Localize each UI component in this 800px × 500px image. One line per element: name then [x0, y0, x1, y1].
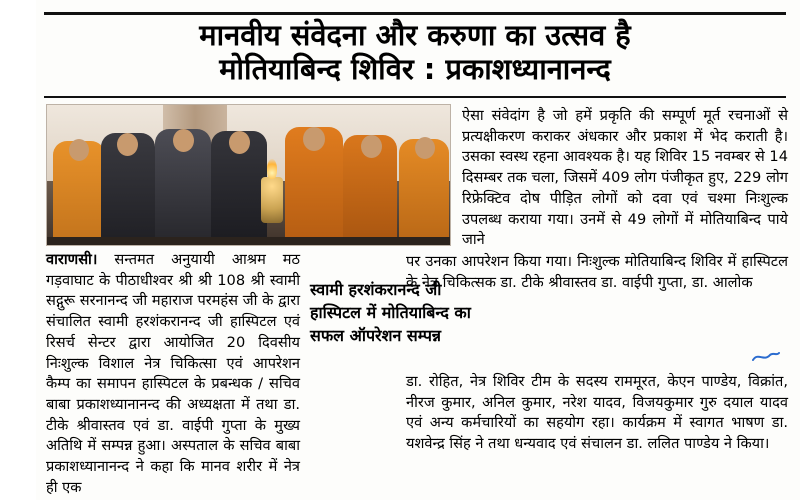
photo-ceremonial-lamp — [261, 177, 283, 223]
photo-person-head — [69, 139, 89, 161]
photo-person-head — [229, 131, 250, 154]
photo-person-head — [303, 127, 325, 151]
article-paragraph-right-top: ऐसा संवेदांग है जो हमें प्रकृति की सम्पूर्ण मूर्त रचनाओं से प्रत्यक्षीकरण कराकर अंधकार और प्रकाश में भेद कराती है। उसका स्वस्थ रहना आवश्यक है। यह शिविर 15 नवम्बर से 14 दिसम्बर तक चला, जिसमें 409 लोग पंजीकृत हुए, 229 लोग रिफ्रेक्टिव दोष पीड़ित लोगों को दवा एवं चश्मा निःशुल्क उपलब्ध कराया गया। उनमें से 49 लोगों में मोतियाबिन्द पाये जाने — [462, 107, 788, 249]
headline-line-1: मानवीय संवेदना और करुणा का उत्सव है — [199, 18, 631, 52]
article-paragraph-left — [46, 250, 300, 499]
blue-scribble-mark — [752, 350, 780, 364]
news-photo — [46, 104, 451, 246]
pull-quote-line-3: सफल ऑपरेशन सम्पन्न — [310, 326, 442, 346]
pull-quote-line-1: स्वामी हरशंकरानन्द जी — [310, 280, 442, 299]
photo-person-head — [173, 129, 194, 152]
pull-quote-line-2: हास्पिटल में मोतियाबिन्द का — [310, 303, 471, 323]
dateline: वाराणसी। — [46, 251, 98, 268]
photo-person-head — [361, 135, 382, 158]
headline-divider — [44, 96, 786, 98]
page-title — [44, 18, 786, 86]
article-paragraph-bottom-right: डा. रोहित, नेत्र शिविर टीम के सदस्य राममूरत, केएन पाण्डेय, विक्रांत, नीरज कुमार, अनिल कुमार, नरेश यादव, विजयकुमार गुरु दयाल यादव एवं अन्य कर्मचारियों का सहयोग रहा। कार्यक्रम में स्वागत भाषण डा. यशवेन्द्र सिंह ने तथा धन्यवाद एवं संचालन डा. ललित पाण्डेय ने किया। — [406, 373, 788, 453]
article-paragraph-right-mid: पर उनका आपरेशन किया गया। निःशुल्क मोतियाबिन्द शिविर में हास्पिटल के नेत्र चिकित्सक डा. टीके श्रीवास्तव डा. वाईपी गुप्ता, डा. आलोक — [406, 253, 788, 291]
photo-lamp-flame — [267, 159, 277, 179]
headline-line-2: मोतियाबिन्द शिविर : प्रकाशध्यानानन्द — [219, 52, 611, 87]
photo-bottom-edge — [47, 237, 450, 245]
photo-person-head — [117, 133, 138, 156]
page-margin — [0, 0, 36, 500]
photo-person-head — [415, 137, 435, 159]
article-left-text: सन्तमत अनुयायी आश्रम मठ गड़वाघाट के पीठाधीश्वर श्री श्री 108 श्री स्वामी सद्गुरू सरनानन्द जी महाराज परमहंस जी के द्वारा संचालित स्वामी हरशंकरानन्द जी हास्पिटल एवं रिसर्च सेन्टर द्वारा आयोजित 20 दिवसीय निःशुल्क विशाल नेत्र चिकित्सा एवं आपरेशन कैम्प का समापन हास्पिटल के प्रबन्धक / सचिव बाबा प्रकाशध्यानानन्द की अध्यक्षता में तथा डा. टीके श्रीवास्तव एवं डा. वाईपी गुप्ता के मुख्य अतिथि में सम्पन्न हुआ। अस्पताल के सचिव बाबा प्रकाशध्यानानन्द ने कहा कि मानव शरीर में नेत्र ही एक — [46, 251, 300, 496]
top-divider — [44, 12, 786, 15]
